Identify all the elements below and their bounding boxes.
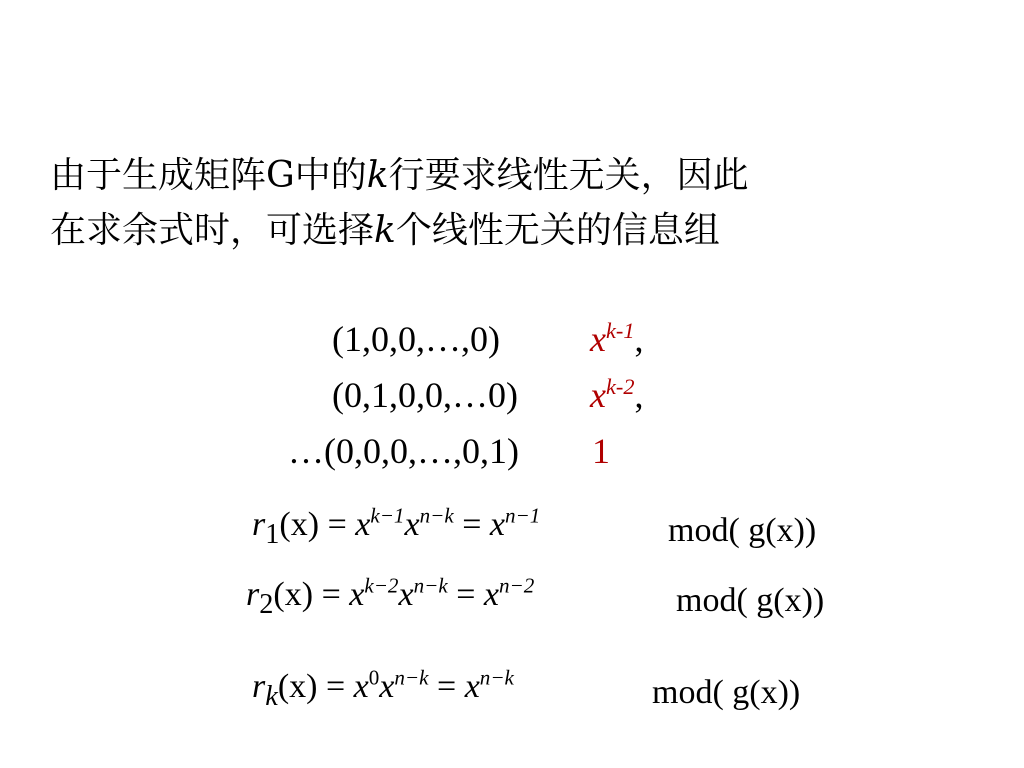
remainder-subscript: k bbox=[265, 680, 278, 712]
term-base: x bbox=[489, 506, 505, 543]
term-exponent: k−1 bbox=[370, 503, 405, 528]
remainder-symbol: r bbox=[246, 576, 260, 613]
term-exponent: k−2 bbox=[364, 573, 399, 598]
heading-variable-k: k bbox=[366, 155, 389, 196]
term-base: x bbox=[404, 506, 420, 543]
term-exponent: n−k bbox=[413, 573, 448, 598]
term-base: x bbox=[353, 668, 369, 705]
term-base: x bbox=[483, 576, 499, 613]
vector-tuple: …(0,0,0,…,0,1) bbox=[288, 431, 519, 471]
term-exponent: n−k bbox=[419, 503, 454, 528]
term-base: x bbox=[349, 576, 365, 613]
heading-text-part: 在求余式时，可选择 bbox=[50, 210, 375, 251]
vector-value: 1 bbox=[592, 431, 610, 471]
equals-sign: = bbox=[325, 668, 346, 705]
term-base: x bbox=[379, 668, 395, 705]
argument: (x) bbox=[277, 668, 318, 705]
vector-tuple: (0,1,0,0,…0) bbox=[332, 375, 518, 415]
vector-tuple: (1,0,0,…,0) bbox=[332, 319, 500, 359]
monomial-exponent: k-1 bbox=[605, 318, 635, 343]
remainder-symbol: r bbox=[252, 506, 266, 543]
term-base: x bbox=[464, 668, 480, 705]
remainder-symbol: r bbox=[252, 668, 266, 705]
equals-sign: = bbox=[321, 576, 341, 613]
formula-r2 bbox=[246, 573, 535, 621]
heading-variable-k: k bbox=[374, 210, 396, 251]
equals-sign: = bbox=[456, 576, 476, 613]
monomial-separator: , bbox=[634, 375, 644, 415]
term-exponent: n−k bbox=[479, 665, 514, 690]
term-base: x bbox=[355, 506, 371, 543]
modulus-r2 bbox=[676, 582, 824, 620]
heading-line-2 bbox=[50, 209, 720, 252]
modulus-r1 bbox=[668, 512, 816, 550]
remainder-subscript: 2 bbox=[259, 588, 274, 620]
equals-sign: = bbox=[462, 506, 482, 543]
term-exponent: n−k bbox=[394, 665, 429, 690]
formula-rk bbox=[252, 665, 514, 713]
term-exponent: n−1 bbox=[504, 503, 541, 528]
modulus-text: mod( g(x)) bbox=[676, 582, 825, 619]
modulus-rk bbox=[652, 674, 800, 712]
vector-monomial-1 bbox=[590, 318, 643, 360]
monomial-base: x bbox=[590, 375, 606, 415]
heading-text-part: 行要求线性无关，因此 bbox=[388, 155, 749, 196]
vector-value-k bbox=[592, 430, 610, 472]
modulus-text: mod( g(x)) bbox=[652, 674, 801, 711]
info-vector-2 bbox=[332, 374, 518, 416]
argument: (x) bbox=[273, 576, 314, 613]
heading-text-part: 个线性无关的信息组 bbox=[395, 210, 720, 251]
monomial-exponent: k-2 bbox=[605, 374, 635, 399]
term-base: x bbox=[398, 576, 414, 613]
info-vector-1 bbox=[332, 318, 500, 360]
equals-sign: = bbox=[327, 506, 347, 543]
vector-monomial-2 bbox=[590, 374, 643, 416]
equals-sign: = bbox=[437, 668, 457, 705]
monomial-separator: , bbox=[634, 319, 644, 359]
monomial-base: x bbox=[590, 319, 606, 359]
info-vector-k bbox=[288, 430, 519, 472]
modulus-text: mod( g(x)) bbox=[668, 512, 817, 549]
argument: (x) bbox=[279, 506, 320, 543]
remainder-subscript: 1 bbox=[265, 518, 280, 550]
term-exponent: n−2 bbox=[498, 573, 535, 598]
term-exponent: 0 bbox=[368, 665, 380, 690]
formula-r1 bbox=[252, 503, 541, 551]
heading-text-part: 由于生成矩阵G中的 bbox=[50, 155, 367, 196]
heading-line-1 bbox=[50, 154, 749, 197]
